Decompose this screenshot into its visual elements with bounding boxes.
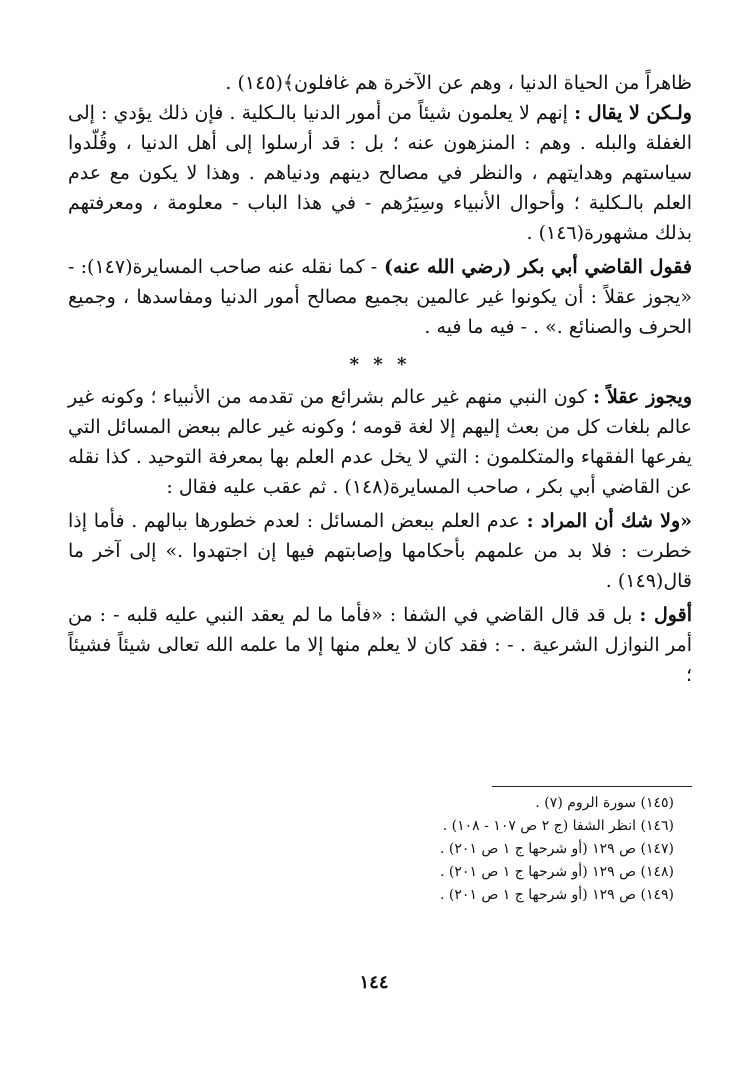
footnote-147: (١٤٧) ص ١٢٩ (أو شرحها ج ١ ص ٢٠١) . <box>440 841 674 857</box>
paragraph-3 <box>68 252 692 342</box>
paragraph-6 <box>68 600 692 690</box>
page-number: ١٤٤ <box>359 972 389 993</box>
paragraph-1 <box>68 68 692 98</box>
paragraph-4-lead: ويجوز عقلاً : <box>592 386 692 408</box>
paragraph-2-lead: ولـكن لا يقال : <box>574 102 692 124</box>
paragraph-5-lead: «ولا شك أن المراد : <box>526 510 692 532</box>
paragraph-1-text: ظاهراً من الحياة الدنيا ، وهم عن الآخرة هم غافلون﴾(١٤٥) . <box>225 72 692 94</box>
paragraph-6-text: بل قد قال القاضي في الشفا : «فأما ما لم يعقد النبي عليه قلبه - : من أمر النوازل الشرعية . - : فقد كان لا يعلم منها إلا ما علمه الله تعالى شيئاً فشيئاً ؛ <box>68 604 692 686</box>
paragraph-5 <box>68 506 692 596</box>
paragraph-6-lead: أقول : <box>639 604 692 626</box>
paragraph-4-text: كون النبي منهم غير عالم بشرائع من تقدمه من الأنبياء ؛ وكونه غير عالم بلغات كل من بعث إليهم إلا لغة قومه ؛ وكونه غير عالم ببعض المسائل التي يفرعها الفقهاء والمتكلمون : التي لا يخل عدم العلم بها بمعرفة التوحيد . كذا نقله عن القاضي أبي بكر ، صاحب المسايرة(١٤٨) . ثم عقب عليه فقال : <box>68 386 692 498</box>
footnote-145: (١٤٥) سورة الروم (٧) . <box>535 795 674 811</box>
footnote-146: (١٤٦) انظر الشفا (ج ٢ ص ١٠٧ - ١٠٨) . <box>442 818 674 834</box>
footnote-149: (١٤٩) ص ١٢٩ (أو شرحها ج ١ ص ٢٠١) . <box>440 887 674 903</box>
paragraph-3-honorific: (رضي الله عنه) <box>377 256 519 278</box>
main-text <box>68 68 692 690</box>
paragraph-2-text: إنهم لا يعلمون شيئاً من أمور الدنيا بالـكلية . فإن ذلك يؤدي : إلى الغفلة والبله . وهم : المنزهون عنه ؛ بل : قد أرسلوا إلى أهل الدنيا ، وقُلّدوا سياستهم وهدايتهم ، والنظر في مصالح دينهم ودنياهم . وهذا لا يكون مع عدم العلم بالـكلية ؛ وأحوال الأنبياء وسِيَرُهم - في هذا الباب - معلومة ، ومعرفتهم بذلك مشهورة(١٤٦) . <box>68 102 692 244</box>
paragraph-2 <box>68 98 692 248</box>
paragraph-3-lead: فقول القاضي أبي بكر <box>518 256 693 278</box>
paragraph-3-text: - كما نقله عنه صاحب المسايرة(١٤٧): - «يجوز عقلاً : أن يكونوا غير عالمين بجميع مصالح أمور الدنيا ومفاسدها ، وجميع الحرف والصنائع .» . - فيه ما فيه . <box>68 256 692 338</box>
footnote-148: (١٤٨) ص ١٢٩ (أو شرحها ج ١ ص ٢٠١) . <box>440 864 674 880</box>
paragraph-5-text: عدم العلم ببعض المسائل : لعدم خطورها ببالهم . فأما إذا خطرت : فلا بد من علمهم بأحكامها وإصابتهم فيها إن اجتهدوا .» إلى آخر ما قال(١٤٩) . <box>68 510 692 592</box>
footnotes <box>120 792 674 907</box>
paragraph-4 <box>68 382 692 502</box>
footnote-divider <box>492 786 692 787</box>
section-separator: * * * <box>349 354 411 375</box>
